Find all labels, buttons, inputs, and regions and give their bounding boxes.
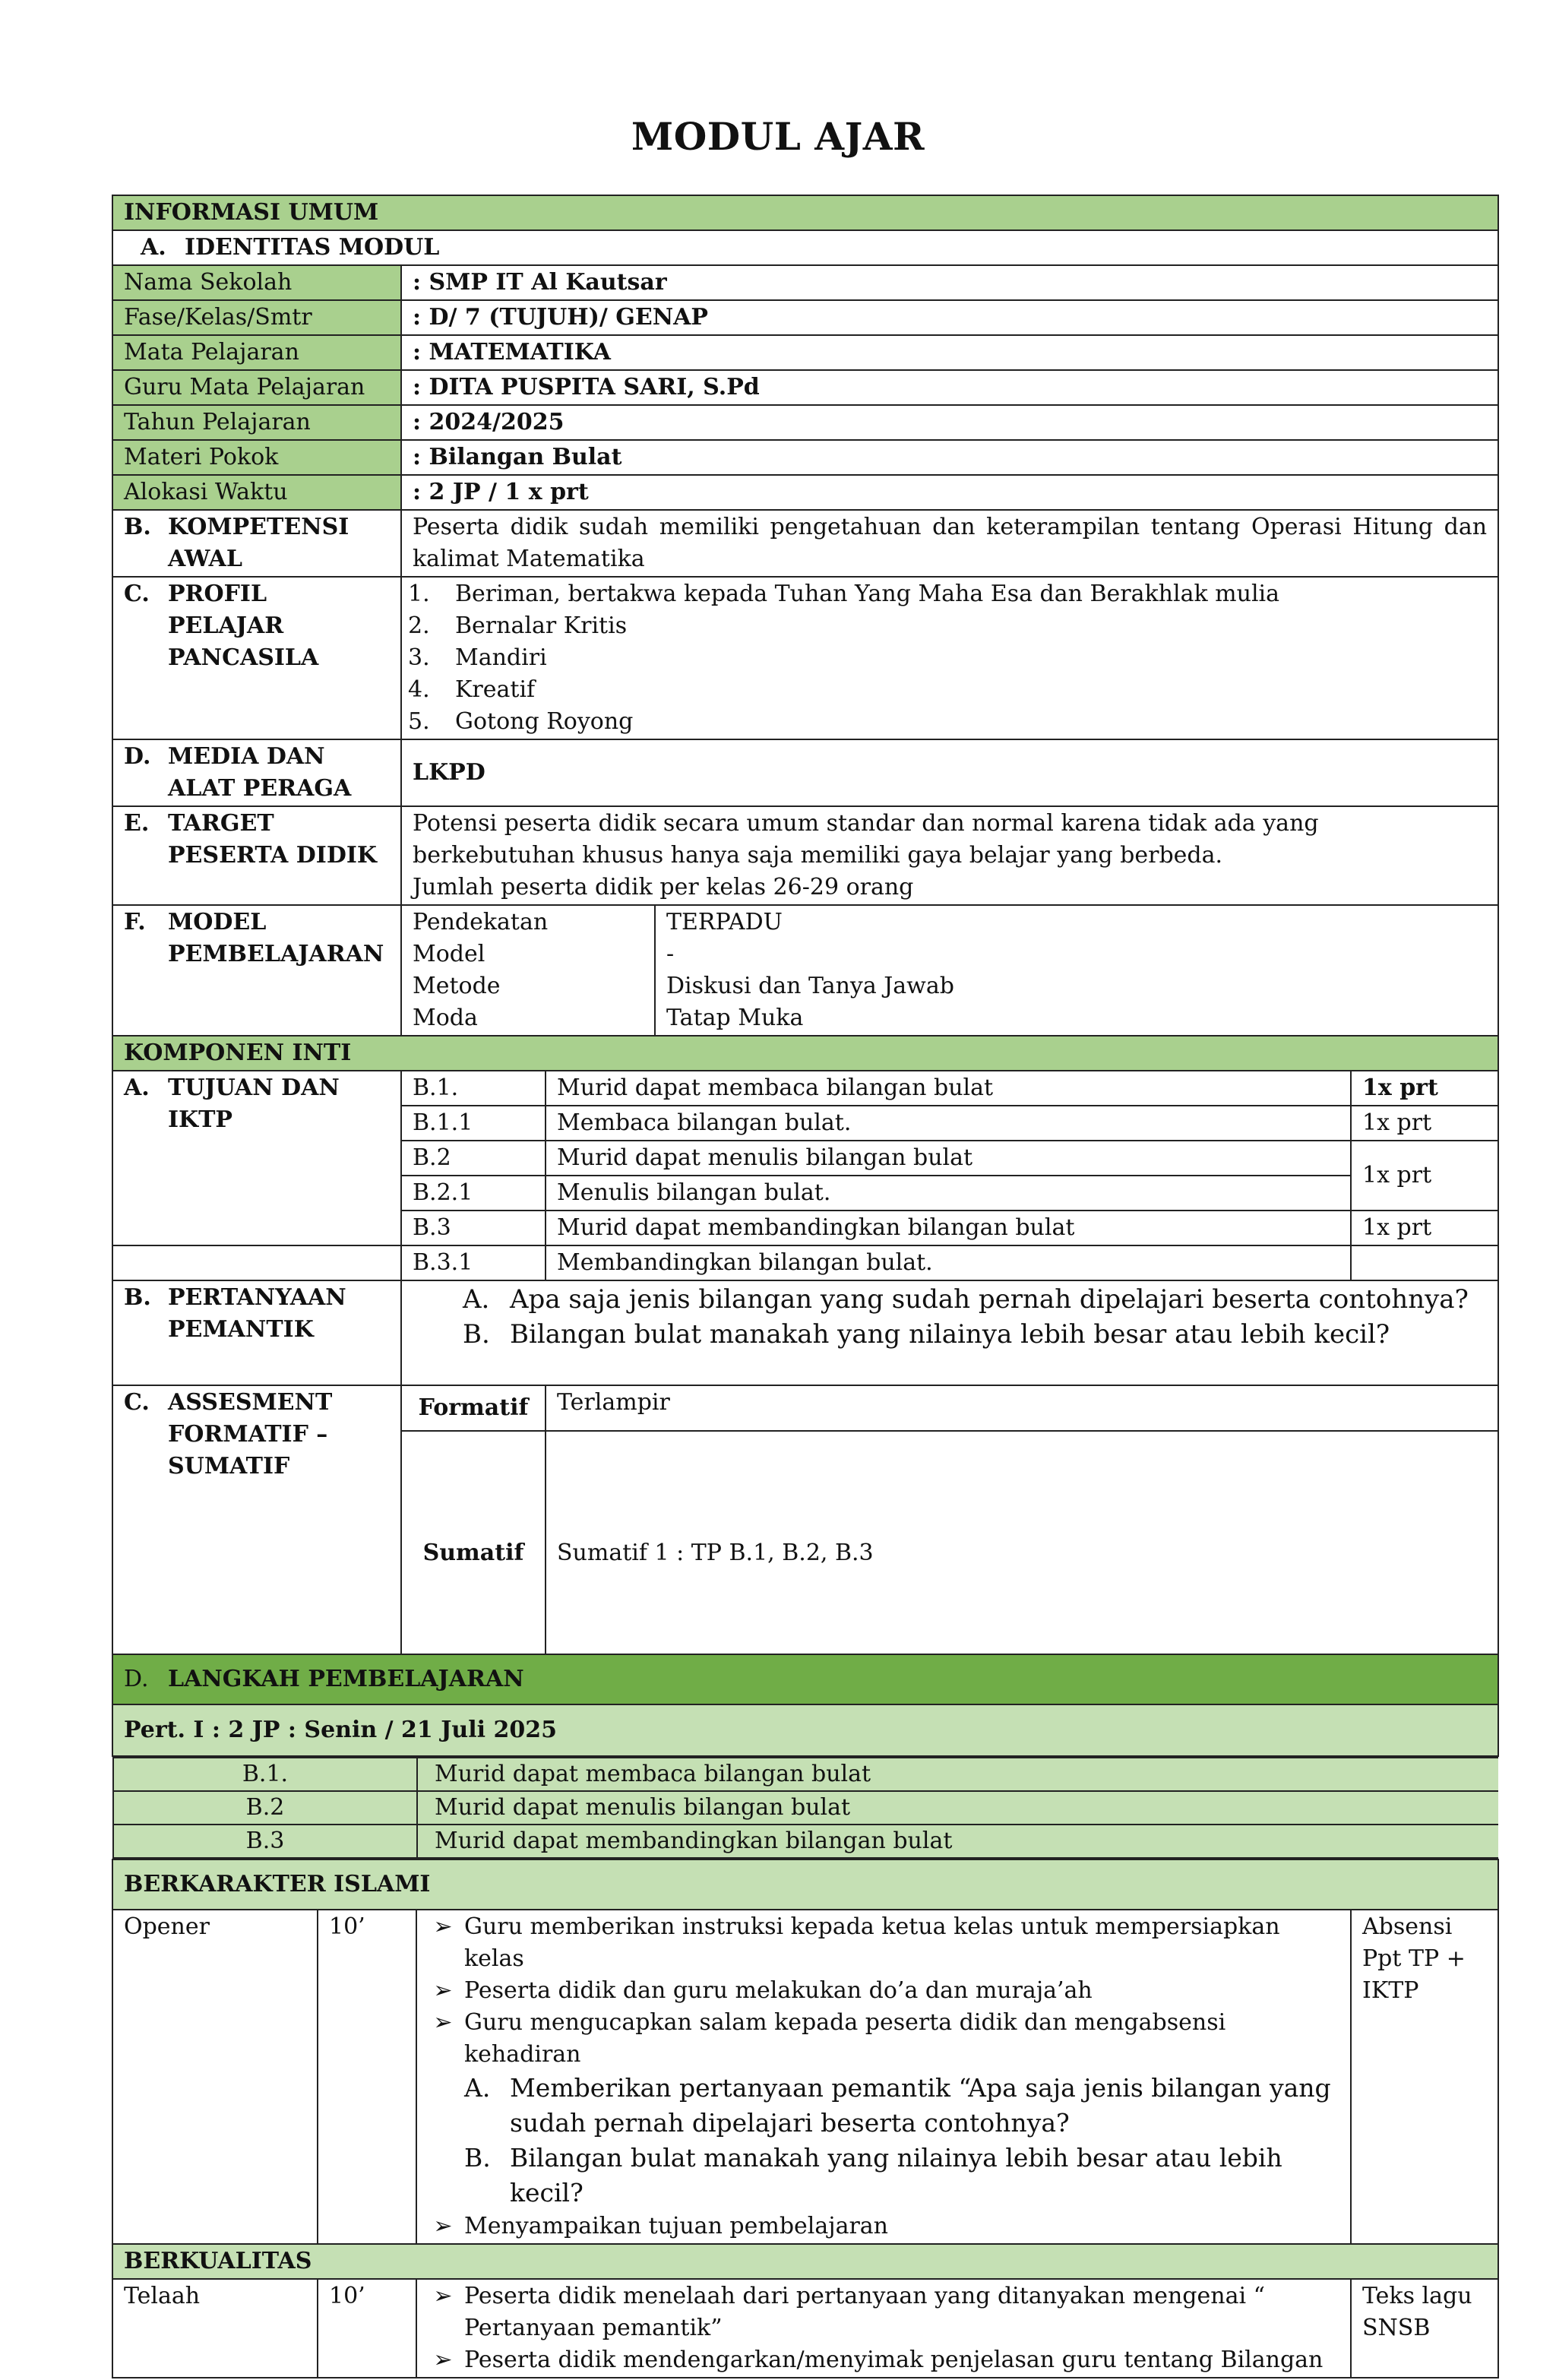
list-item: ➢ Guru mengucapkan salam kepada peserta didik dan mengabsensi kehadiran [422, 2007, 1339, 2071]
tp-code: B.1. [113, 1758, 417, 1791]
kompetensi-label: B. KOMPETENSI AWAL [112, 510, 401, 577]
tp-text: Murid dapat membaca bilangan bulat [546, 1071, 1351, 1106]
tp-text: Murid dapat menulis bilangan bulat [546, 1141, 1351, 1176]
arrow-bullet-icon: ➢ [433, 1913, 453, 1940]
sumatif-label: Sumatif [401, 1431, 546, 1676]
list-item: A. Memberikan pertanyaan pemantik “Apa saja jenis bilangan yang sudah pernah dipelajari beserta contohnya? [464, 2073, 1331, 2138]
list-item: B. Bilangan bulat manakah yang nilainya lebih besar atau lebih kecil? [464, 2143, 1282, 2208]
tp-text: Menulis bilangan bulat. [546, 1176, 1351, 1211]
empty-cell [112, 1245, 401, 1280]
tp-text: Murid dapat menulis bilangan bulat [417, 1791, 1498, 1825]
arrow-bullet-icon: ➢ [433, 2283, 453, 2309]
page-title: MODUL AJAR [631, 114, 925, 159]
section-header-komponen-inti: KOMPONEN INTI [112, 1036, 1498, 1071]
formatif-label: Formatif [401, 1385, 546, 1431]
field-label: Mata Pelajaran [112, 335, 401, 370]
berkualitas-heading: BERKUALITAS [112, 2244, 1498, 2279]
media-label: D. MEDIA DAN ALAT PERAGA [112, 739, 401, 806]
activity-time: 10’ [318, 2279, 416, 2378]
formatif-value: Terlampir [546, 1385, 1498, 1431]
arrow-bullet-icon: ➢ [433, 2347, 453, 2373]
tp-code: B.1. [401, 1071, 546, 1106]
field-label: Alokasi Waktu [112, 475, 401, 510]
tp-code: B.2.1 [401, 1176, 546, 1211]
tp-text: Membandingkan bilangan bulat. [546, 1245, 1351, 1280]
list-item: 4. Kreatif [408, 676, 536, 703]
field-value: : MATEMATIKA [401, 335, 1498, 370]
list-item: ➢ Peserta didik mendengarkan/menyimak penjelasan guru tentang Bilangan [422, 2344, 1339, 2376]
list-item: B. Bilangan bulat manakah yang nilainya lebih besar atau lebih kecil? [463, 1319, 1390, 1350]
kompetensi-text: Peserta didik sudah memiliki pengetahuan dan keterampilan tentang Operasi Hitung dan kalimat Matematika [401, 510, 1498, 577]
field-value: : DITA PUSPITA SARI, S.Pd [401, 370, 1498, 405]
list-item: 1. Beriman, bertakwa kepada Tuhan Yang Maha Esa dan Berakhlak mulia [408, 581, 1280, 607]
tujuan-label: A. TUJUAN DAN IKTP [112, 1071, 401, 1245]
model-field-labels: Pendekatan Model Metode Moda [401, 905, 655, 1036]
field-value: : 2 JP / 1 x prt [401, 475, 1498, 510]
model-field-values: TERPADU - Diskusi dan Tanya Jawab Tatap Muka [655, 905, 1498, 1036]
profil-label: C. PROFIL PELAJAR PANCASILA [112, 577, 401, 739]
tp-code: B.3.1 [401, 1245, 546, 1280]
tp-code: B.3 [401, 1211, 546, 1245]
list-item: 2. Bernalar Kritis [408, 612, 628, 639]
field-label: Fase/Kelas/Smtr [112, 300, 401, 335]
list-item: ➢ Peserta didik dan guru melakukan do’a dan muraja’ah [422, 1975, 1339, 2007]
list-item: A. Apa saja jenis bilangan yang sudah pernah dipelajari beserta contohnya? [463, 1284, 1469, 1315]
field-value: : Bilangan Bulat [401, 440, 1498, 475]
section-header-langkah: D. LANGKAH PEMBELAJARAN [112, 1654, 1498, 1704]
list-item: 3. Mandiri [408, 644, 547, 671]
section-header-informasi-umum: INFORMASI UMUM [112, 195, 1498, 230]
tp-text: Membaca bilangan bulat. [546, 1106, 1351, 1141]
profil-list [401, 577, 1498, 739]
list-item: ➢ Menyampaikan tujuan pembelajaran [422, 2211, 1339, 2242]
media-value: LKPD [401, 739, 1498, 806]
asesmen-label: C. ASSESMENT FORMATIF – SUMATIF [112, 1385, 401, 1676]
list-item: 5. Gotong Royong [408, 708, 634, 735]
pemantik-list [401, 1280, 1498, 1385]
field-label: Guru Mata Pelajaran [112, 370, 401, 405]
identitas-heading: A. IDENTITAS MODUL [112, 230, 1498, 265]
field-value: : 2024/2025 [401, 405, 1498, 440]
tp-text: Murid dapat membaca bilangan bulat [417, 1758, 1498, 1791]
model-label: F. MODEL PEMBELAJARAN [112, 905, 401, 1036]
activity-time: 10’ [318, 1910, 416, 2244]
list-item: ➢ Guru memberikan instruksi kepada ketua kelas untuk mempersiapkan kelas [422, 1911, 1339, 1975]
tp-text: Murid dapat membandingkan bilangan bulat [417, 1825, 1498, 1858]
arrow-bullet-icon: ➢ [433, 1977, 453, 2004]
tp-code: B.3 [113, 1825, 417, 1858]
sumatif-value: Sumatif 1 : TP B.1, B.2, B.3 [546, 1431, 1498, 1676]
activity-steps [416, 2279, 1351, 2378]
tp-code: B.2 [113, 1791, 417, 1825]
pemantik-label: B. PERTANYAAN PEMANTIK [112, 1280, 401, 1385]
tp-code: B.2 [401, 1141, 546, 1176]
langkah-table [112, 1654, 1499, 2378]
activity-media: Teks lagu SNSB [1351, 2279, 1498, 2378]
activity-media: Absensi Ppt TP + IKTP [1351, 1910, 1498, 2244]
arrow-bullet-icon: ➢ [433, 2213, 453, 2239]
tp-code: B.1.1 [401, 1106, 546, 1141]
tp-text: Murid dapat membandingkan bilangan bulat [546, 1211, 1351, 1245]
field-value: : D/ 7 (TUJUH)/ GENAP [401, 300, 1498, 335]
activity-name: Opener [112, 1910, 318, 2244]
arrow-bullet-icon: ➢ [433, 2009, 453, 2036]
langkah-tp-table [112, 1757, 1498, 1859]
berkarakter-heading: BERKARAKTER ISLAMI [112, 1859, 1498, 1910]
activity-steps [416, 1910, 1351, 2244]
tp-alloc: 1x prt [1351, 1071, 1498, 1106]
target-text [401, 806, 1498, 905]
info-table [112, 195, 1499, 1676]
activity-name: Telaah [112, 2279, 318, 2378]
pertemuan-heading: Pert. I : 2 JP : Senin / 21 Juli 2025 [112, 1704, 1498, 1756]
target-description: Potensi peserta didik secara umum standar dan normal karena tidak ada yang berkebutuhan khusus hanya saja memiliki gaya belajar yang berbeda. [413, 810, 1319, 869]
field-value: : SMP IT Al Kautsar [401, 265, 1498, 300]
tp-alloc: 1x prt [1351, 1106, 1498, 1141]
list-item: ➢ Peserta didik menelaah dari pertanyaan yang ditanyakan mengenai “ Pertanyaan pemantik” [422, 2280, 1339, 2344]
empty-cell [1351, 1245, 1498, 1280]
target-count: Jumlah peserta didik per kelas 26-29 orang [413, 874, 914, 900]
tp-alloc: 1x prt [1351, 1141, 1498, 1211]
tp-alloc: 1x prt [1351, 1211, 1498, 1245]
field-label: Nama Sekolah [112, 265, 401, 300]
target-label: E. TARGET PESERTA DIDIK [112, 806, 401, 905]
field-label: Materi Pokok [112, 440, 401, 475]
field-label: Tahun Pelajaran [112, 405, 401, 440]
